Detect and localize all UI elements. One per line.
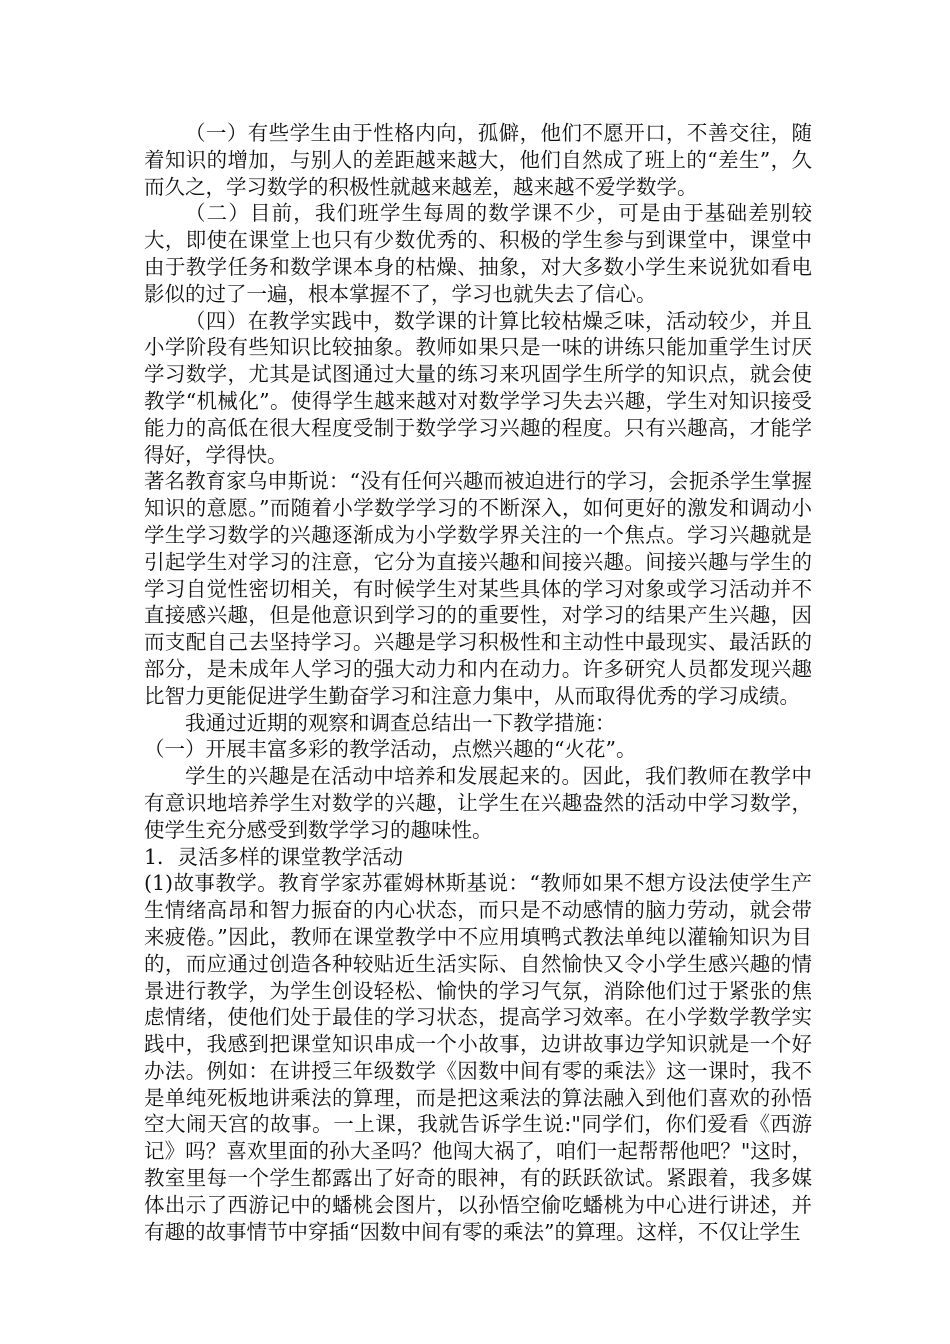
document-page [144, 120, 812, 1245]
paragraph-5: 我通过近期的观察和调查总结出一下教学措施： [185, 710, 616, 735]
paragraph-7: (1)故事教学。教育学家苏霍姆林斯基说：“教师如果不想方设法使学生产生情绪高昂和智力振奋的内心状态，而只是不动感情的脑力劳动，就会带来疲倦。”因此，教师在课堂教学中不应用填鸭式教法单纯以灌输知识为目的，而应通过创造各种较贴近生活实际、自然愉快又令小学生感兴趣的情景进行教学，为学生创设轻松、愉快的学习气氛，消除他们过于紧张的焦虑情绪，使他们处于最佳的学习状态，提高学习效率。在小学数学教学实践中，我感到把课堂知识串成一个小故事，边讲故事边学知识就是一个好办法。例如：在讲授三年级数学《因数中间有零的乘法》这一课时，我不是单纯死板地讲乘法的算理，而是把这乘法的算法融入到他们喜欢的孙悟空大闹天宫的故事。一上课，我就告诉学生说:"同学们，你们爱看《西游记》吗？喜欢里面的孙大圣吗？他闯大祸了，咱们一起帮帮他吧？"这时，教室里每一个学生都露出了好奇的眼神，有的跃跃欲试。紧跟着，我多媒体出示了西游记中的蟠桃会图片，以孙悟空偷吃蟠桃为中心进行讲述，并有趣的故事情节中穿插“因数中间有零的乘法”的算理。这样，不仅让学生 [144, 871, 812, 1244]
paragraph-1: （一）有些学生由于性格内向，孤僻，他们不愿开口，不善交往，随着知识的增加，与别人的差距越来越大，他们自然成了班上的“差生”，久而久之，学习数学的积极性就越来越差，越来越不爱学数学。 [144, 121, 812, 199]
subsection-heading-1: 1．灵活多样的课堂教学活动 [144, 844, 404, 869]
section-heading-1: （一）开展丰富多彩的教学活动，点燃兴趣的“火花”。 [144, 737, 637, 762]
paragraph-4: 著名教育家乌申斯说：“没有任何兴趣而被迫进行的学习，会扼杀学生掌握知识的意愿。”而随着小学数学学习的不断深入，如何更好的激发和调动小学生学习数学的兴趣逐渐成为小学数学界关注的一个焦点。学习兴趣就是引起学生对学习的注意，它分为直接兴趣和间接兴趣。间接兴趣与学生的学习自觉性密切相关，有时候学生对某些具体的学习对象或学习活动并不直接感兴趣，但是他意识到学习的的重要性，对学习的结果产生兴趣，因而支配自己去坚持学习。兴趣是学习积极性和主动性中最现实、最活跃的部分，是未成年人学习的强大动力和内在动力。许多研究人员都发现兴趣比智力更能促进学生勤奋学习和注意力集中，从而取得优秀的学习成绩。 [144, 469, 812, 708]
paragraph-2: （二）目前，我们班学生每周的数学课不少，可是由于基础差别较大，即使在课堂上也只有少数优秀的、积极的学生参与到课堂中，课堂中由于教学任务和数学课本身的枯燥、抽象，对大多数小学生来说犹如看电影似的过了一遍，根本掌握不了，学习也就失去了信心。 [144, 201, 812, 306]
paragraph-3: （四）在教学实践中，数学课的计算比较枯燥乏味，活动较少，并且小学阶段有些知识比较抽象。教师如果只是一味的讲练只能加重学生讨厌学习数学，尤其是试图通过大量的练习来巩固学生所学的知识点，就会使教学“机械化”。使得学生越来越对对数学学习失去兴趣，学生对知识接受能力的高低在很大程度受制于数学学习兴趣的程度。只有兴趣高，才能学得好，学得快。 [144, 308, 812, 467]
paragraph-6: 学生的兴趣是在活动中培养和发展起来的。因此，我们教师在教学中有意识地培养学生对数学的兴趣，让学生在兴趣盎然的活动中学习数学，使学生充分感受到数学学习的趣味性。 [144, 764, 812, 842]
